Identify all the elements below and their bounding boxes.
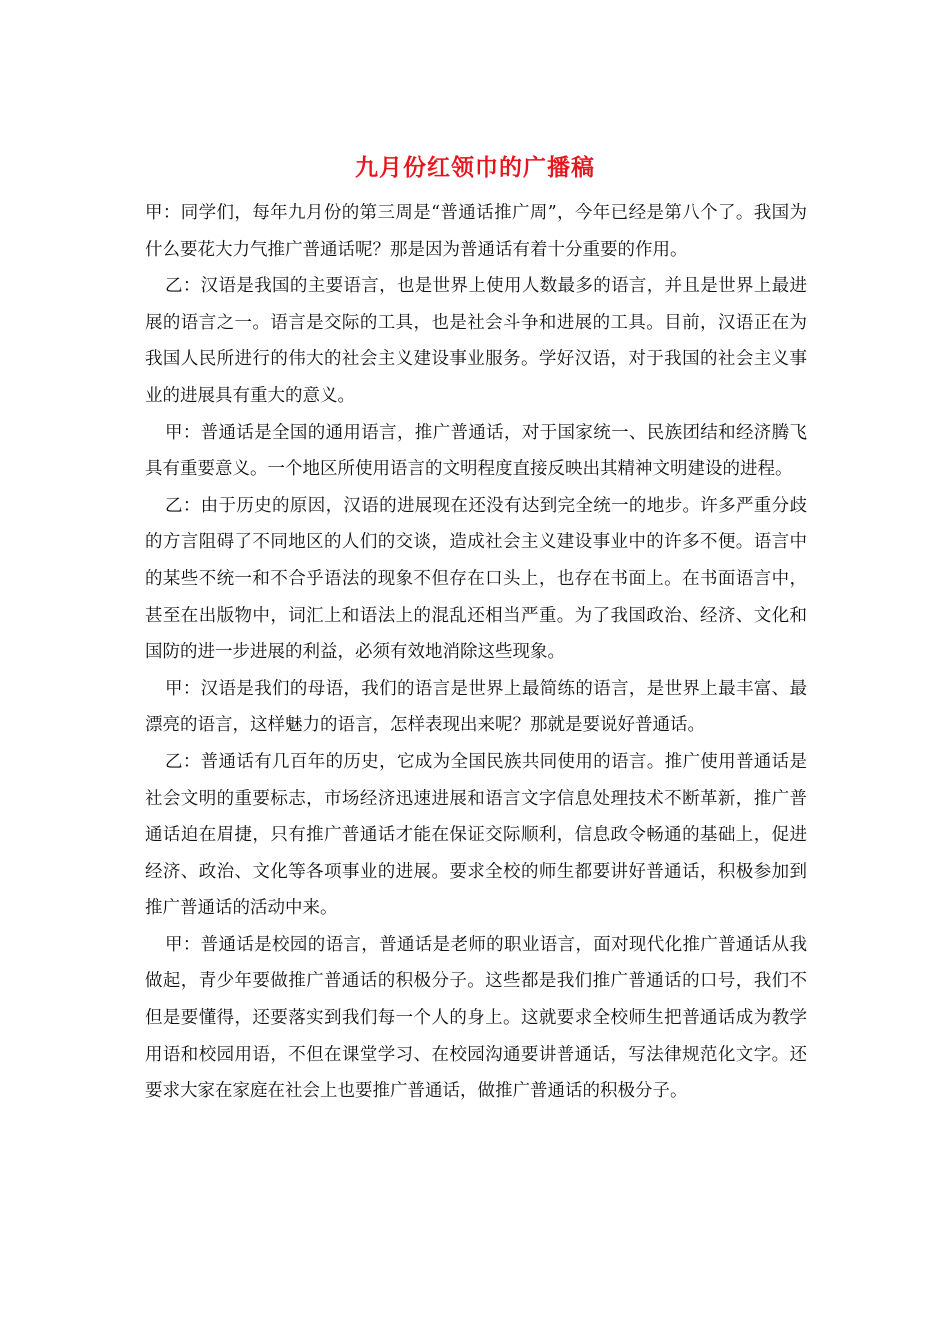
document-body <box>145 195 807 1110</box>
paragraph-6: 乙：普通话有几百年的历史，它成为全国民族共同使用的语言。推广使用普通话是社会文明的重要标志，市场经济迅速进展和语言文字信息处理技术不断革新，推广普通话迫在眉捷，只有推广普通话才能在保证交际顺利，信息政令畅通的基础上，促进经济、政治、文化等各项事业的进展。要求全校的师生都要讲好普通话，积极参加到推广普通话的活动中来。 <box>145 751 807 919</box>
paragraph-1: 甲：同学们，每年九月份的第三周是“普通话推广周”，今年已经是第八个了。我国为什么要花大力气推广普通话呢？那是因为普通话有着十分重要的作用。 <box>145 203 807 260</box>
paragraph-3: 甲：普通话是全国的通用语言，推广普通话，对于国家统一、民族团结和经济腾飞具有重要意义。一个地区所使用语言的文明程度直接反映出其精神文明建设的进程。 <box>145 422 807 480</box>
paragraph-2: 乙：汉语是我国的主要语言，也是世界上使用人数最多的语言，并且是世界上最进展的语言之一。语言是交际的工具，也是社会斗争和进展的工具。目前，汉语正在为我国人民所进行的伟大的社会主义建设事业服务。学好汉语，对于我国的社会主义事业的进展具有重大的意义。 <box>145 276 807 406</box>
paragraph-5: 甲：汉语是我们的母语，我们的语言是世界上最简练的语言，是世界上最丰富、最漂亮的语言，这样魅力的语言，怎样表现出来呢？那就是要说好普通话。 <box>145 678 807 736</box>
document-title: 九月份红领巾的广播稿 <box>355 154 595 181</box>
paragraph-4: 乙：由于历史的原因，汉语的进展现在还没有达到完全统一的地步。许多严重分歧的方言阻碍了不同地区的人们的交谈，造成社会主义建设事业中的许多不便。语言中的某些不统一和不合乎语法的现象不但存在口头上，也存在书面上。在书面语言中，甚至在出版物中，词汇上和语法上的混乱还相当严重。为了我国政治、经济、文化和国防的进一步进展的利益，必须有效地消除这些现象。 <box>145 495 807 663</box>
paragraph-7: 甲：普通话是校园的语言，普通话是老师的职业语言，面对现代化推广普通话从我做起，青少年要做推广普通话的积极分子。这些都是我们推广普通话的口号，我们不但是要懂得，还要落实到我们每一个人的身上。这就要求全校师生把普通话成为教学用语和校园用语，不但在课堂学习、在校园沟通要讲普通话，写法律规范化文字。还要求大家在家庭在社会上也要推广普通话，做推广普通话的积极分子。 <box>145 934 807 1102</box>
